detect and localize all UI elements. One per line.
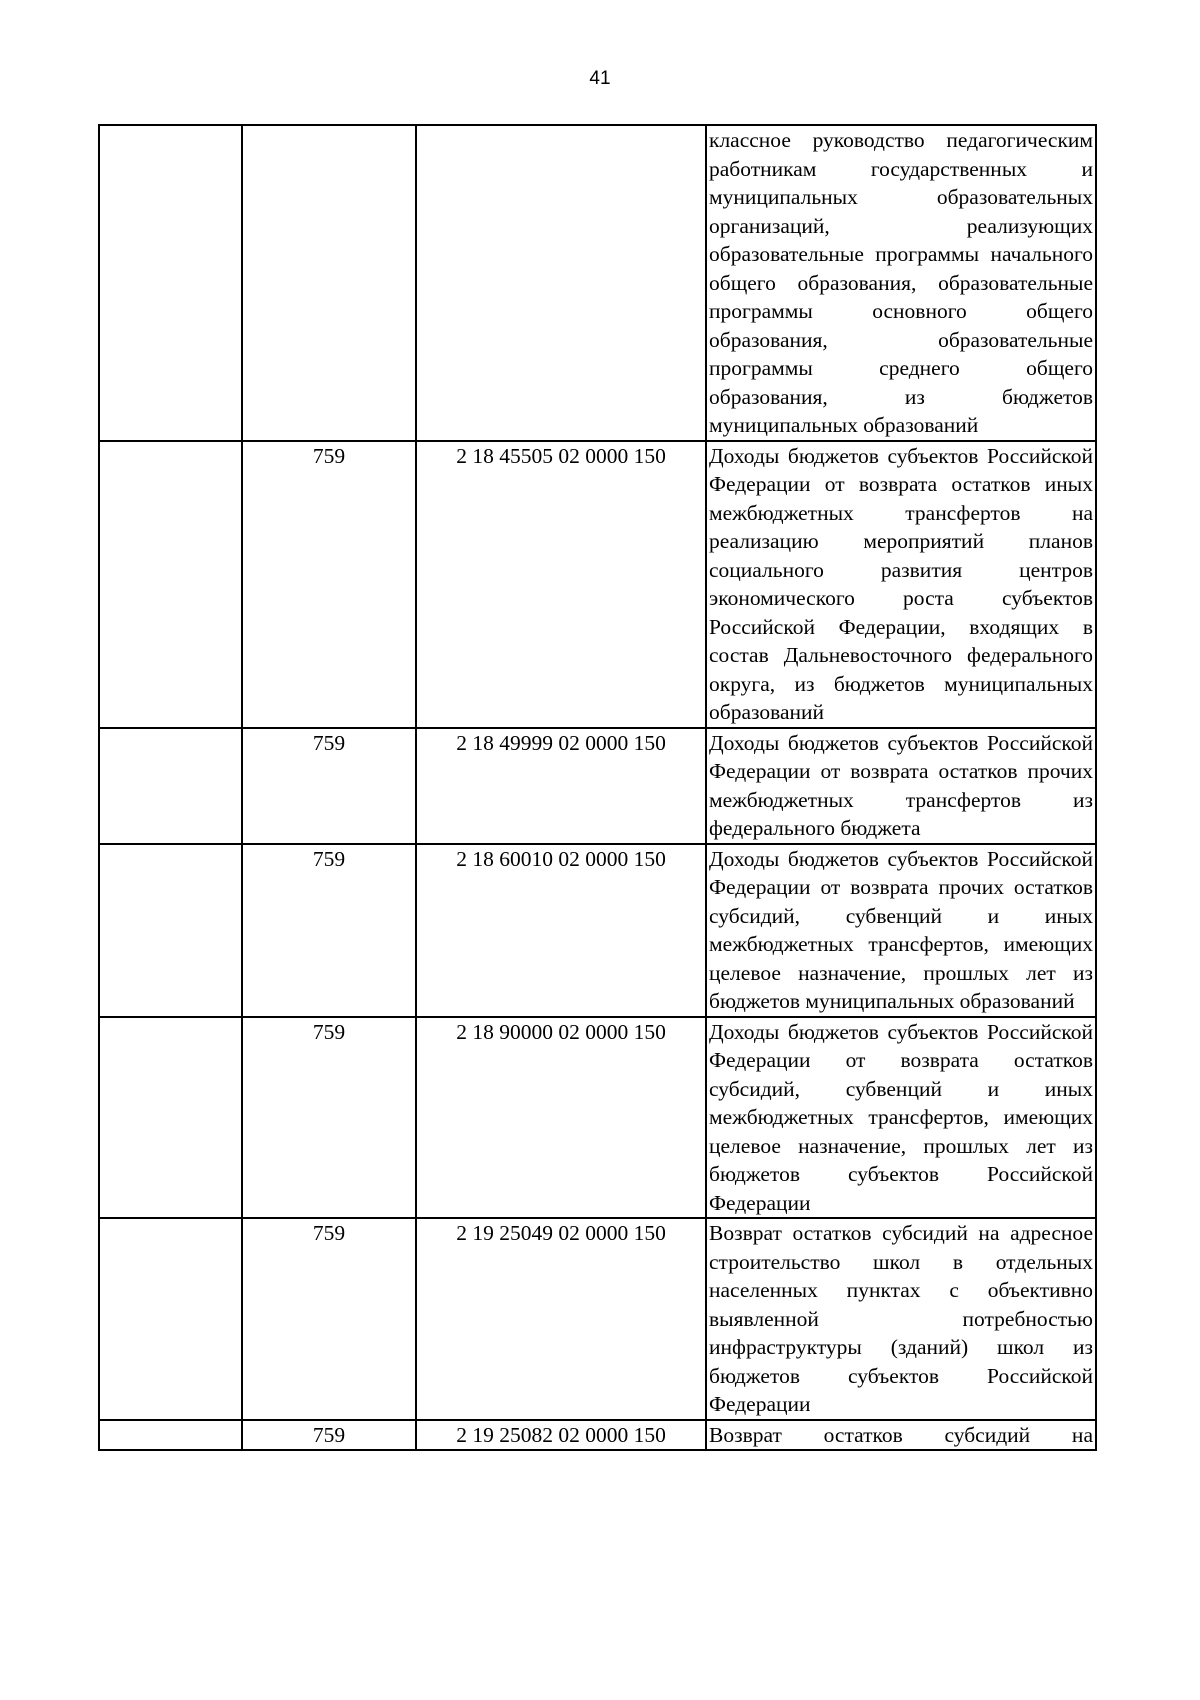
table-row: [99, 728, 1096, 844]
admin-code-cell: 759: [242, 1218, 416, 1420]
empty-cell: [99, 125, 242, 441]
description-cell: классное руководство педагогическим работникам государственных и муниципальных образовательных организаций, реализующих образовательные программы начального общего образования, образовательные программы основного общего образования, образовательные программы среднего общего образования, из бюджетов муниципальных образований: [706, 125, 1096, 441]
budget-code-cell: 2 18 60010 02 0000 150: [416, 844, 706, 1017]
admin-code-cell: [242, 125, 416, 441]
empty-cell: [99, 1218, 242, 1420]
empty-cell: [99, 1017, 242, 1219]
empty-cell: [99, 1420, 242, 1451]
table-row: [99, 1218, 1096, 1420]
budget-code-cell: 2 19 25049 02 0000 150: [416, 1218, 706, 1420]
description-cell: Доходы бюджетов субъектов Российской Федерации от возврата остатков иных межбюджетных трансфертов на реализацию мероприятий планов социального развития центров экономического роста субъектов Российской Федерации, входящих в состав Дальневосточного федерального округа, из бюджетов муниципальных образований: [706, 441, 1096, 728]
admin-code-cell: 759: [242, 1420, 416, 1451]
description-cell: Доходы бюджетов субъектов Российской Федерации от возврата прочих остатков субсидий, субвенций и иных межбюджетных трансфертов, имеющих целевое назначение, прошлых лет из бюджетов муниципальных образований: [706, 844, 1096, 1017]
table-row: [99, 844, 1096, 1017]
admin-code-cell: 759: [242, 844, 416, 1017]
admin-code-cell: 759: [242, 728, 416, 844]
description-cell: Доходы бюджетов субъектов Российской Федерации от возврата остатков субсидий, субвенций и иных межбюджетных трансфертов, имеющих целевое назначение, прошлых лет из бюджетов субъектов Российской Федерации: [706, 1017, 1096, 1219]
description-text: Возврат остатков субсидий на: [709, 1422, 1093, 1447]
budget-code-cell: 2 18 90000 02 0000 150: [416, 1017, 706, 1219]
table-row: [99, 1017, 1096, 1219]
empty-cell: [99, 844, 242, 1017]
admin-code-cell: 759: [242, 1017, 416, 1219]
empty-cell: [99, 441, 242, 728]
description-cell: Доходы бюджетов субъектов Российской Федерации от возврата остатков прочих межбюджетных трансфертов из федерального бюджета: [706, 728, 1096, 844]
budget-code-cell: [416, 125, 706, 441]
description-cell: Возврат остатков субсидий на адресное строительство школ в отдельных населенных пунктах с объективно выявленной потребностью инфраструктуры (зданий) школ из бюджетов субъектов Российской Федерации: [706, 1218, 1096, 1420]
budget-code-cell: 2 18 49999 02 0000 150: [416, 728, 706, 844]
table-row: [99, 1420, 1096, 1451]
budget-classification-table: [98, 124, 1097, 1451]
table-row: [99, 441, 1096, 728]
budget-code-cell: 2 19 25082 02 0000 150: [416, 1420, 706, 1451]
admin-code-cell: 759: [242, 441, 416, 728]
budget-code-cell: 2 18 45505 02 0000 150: [416, 441, 706, 728]
page-number: 41: [589, 68, 611, 89]
empty-cell: [99, 728, 242, 844]
description-cell: [706, 1420, 1096, 1451]
table-row: [99, 125, 1096, 441]
